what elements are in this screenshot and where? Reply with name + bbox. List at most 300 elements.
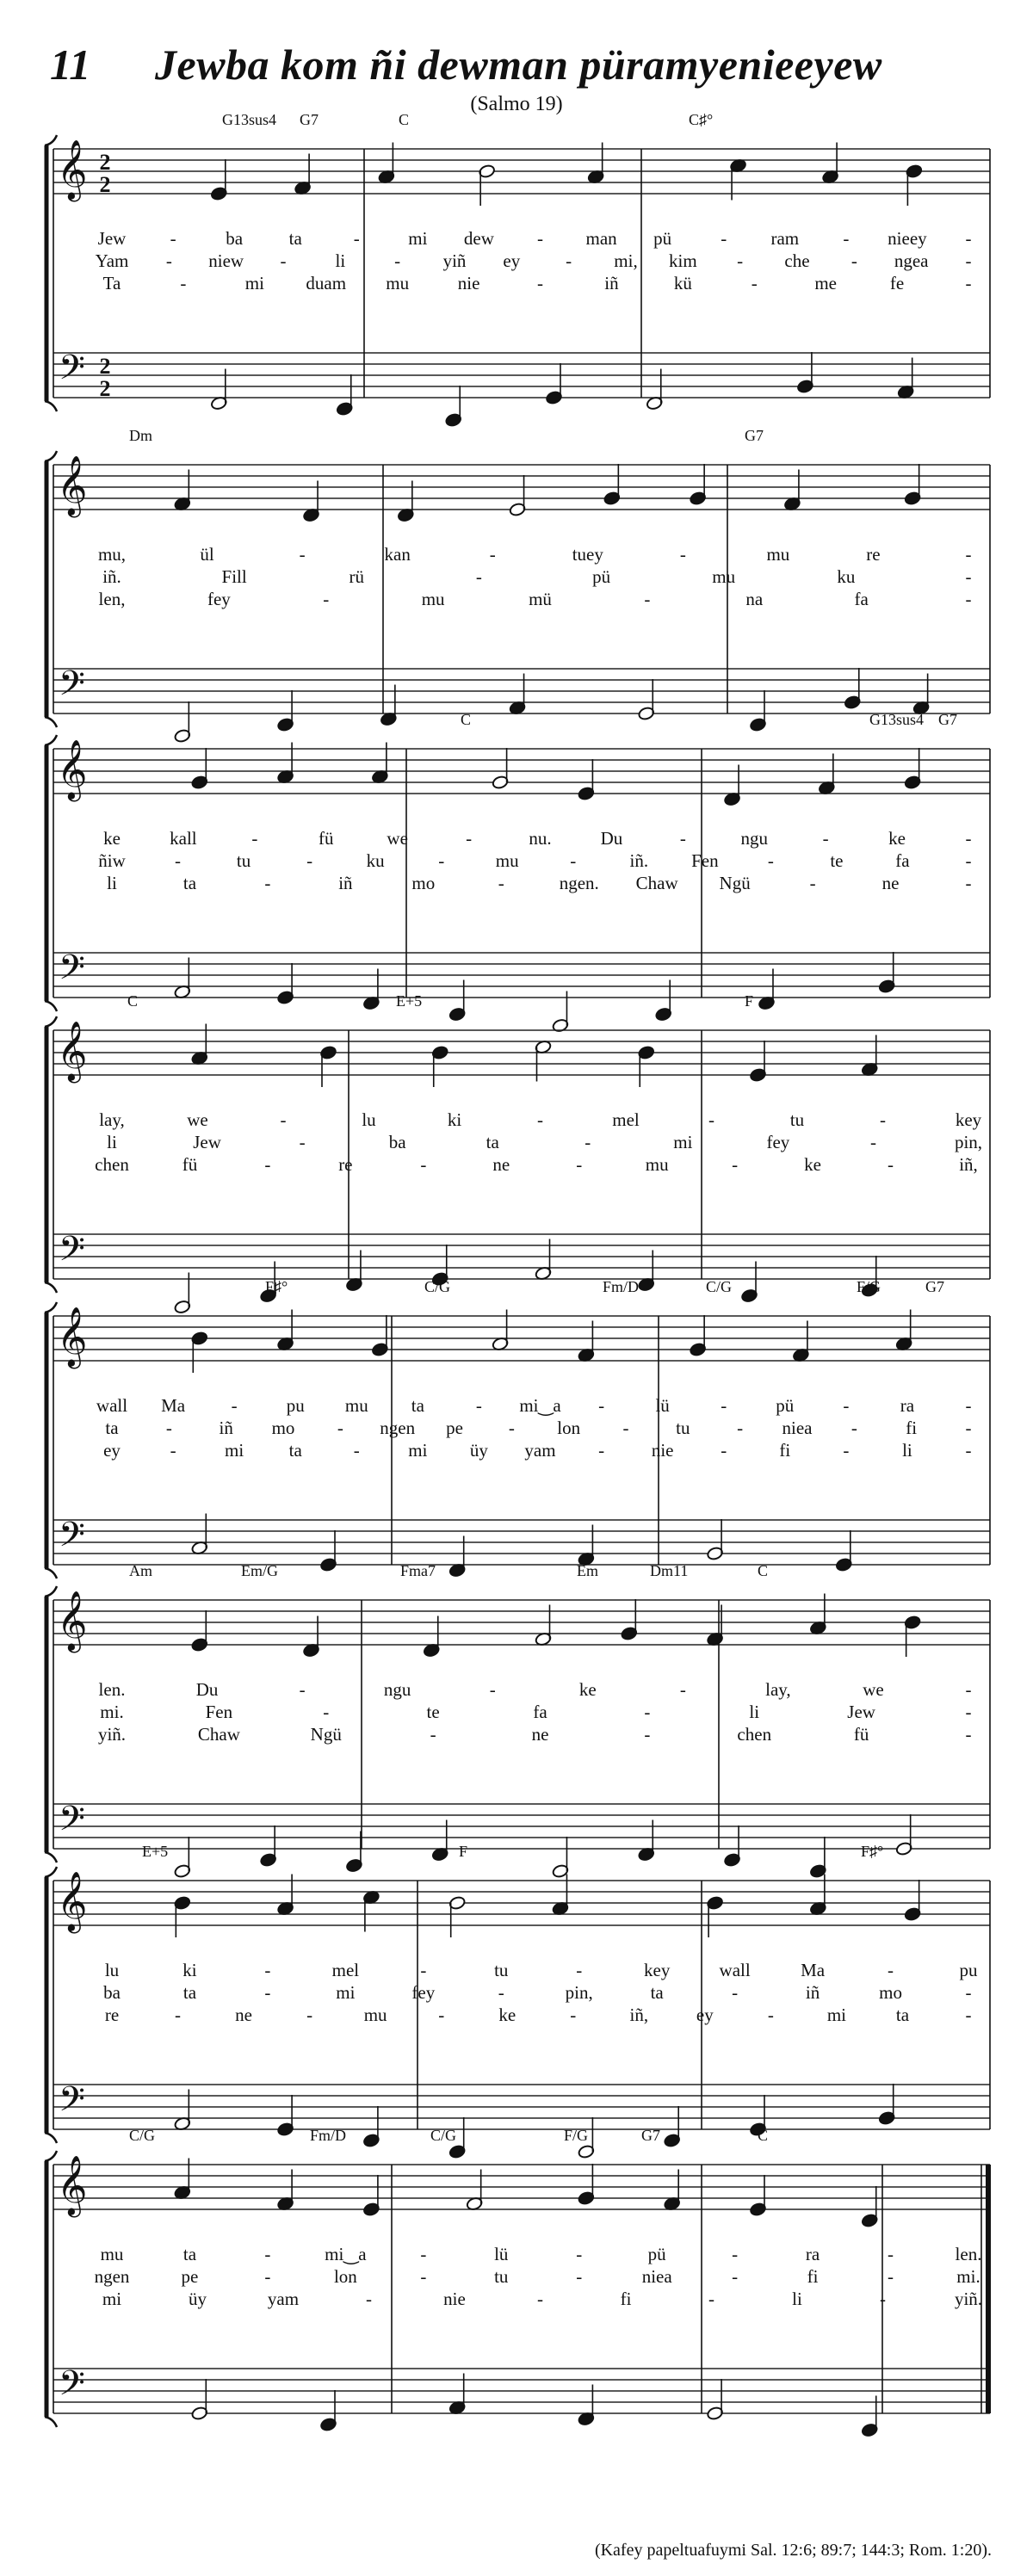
chord-symbol: F/G xyxy=(857,1278,881,1295)
note xyxy=(191,748,208,790)
lyric-syllable: lon xyxy=(333,2266,357,2287)
note xyxy=(690,464,707,506)
note xyxy=(277,2095,294,2137)
lyric-syllable: mu xyxy=(386,273,410,293)
lyric-hyphen: - xyxy=(888,2266,894,2287)
lyric-hyphen: - xyxy=(537,228,543,249)
lyric-syllable: mo xyxy=(879,1982,902,2003)
note xyxy=(174,1895,191,1937)
lyric-hyphen: - xyxy=(721,1395,727,1416)
lyric-syllable: niea xyxy=(641,2266,672,2287)
bass-clef-icon: 𝄢 xyxy=(59,2365,85,2411)
chord-symbol: G7 xyxy=(938,711,957,728)
lyric-syllable: Yam xyxy=(95,250,129,271)
lyric-syllable: mel xyxy=(612,1109,640,1130)
lyric-hyphen: - xyxy=(566,250,572,271)
lyric-hyphen: - xyxy=(851,250,857,271)
lyric-syllable: ta xyxy=(182,1982,197,2003)
lyric-hyphen: - xyxy=(880,2289,886,2309)
note xyxy=(210,159,227,201)
chord-symbol: C xyxy=(399,111,410,128)
note xyxy=(431,1045,448,1087)
lyric-syllable: fü xyxy=(853,1724,869,1745)
lyric-hyphen: - xyxy=(366,2289,372,2309)
chord-symbol: Am xyxy=(129,1562,152,1579)
lyric-syllable: ne xyxy=(881,873,900,893)
lyric-syllable: iñ, xyxy=(959,1154,978,1175)
lyric-syllable: Chaw xyxy=(197,1724,240,1745)
lyric-syllable: fey xyxy=(207,589,231,609)
lyric-syllable: nu. xyxy=(529,828,552,849)
lyric-syllable: mo xyxy=(271,1418,295,1438)
lyric-syllable: te xyxy=(830,850,844,871)
bracket-top-hook xyxy=(45,2151,57,2161)
lyric-hyphen: - xyxy=(353,1440,360,1461)
note xyxy=(809,1837,826,1879)
lyric-hyphen: - xyxy=(353,228,360,249)
lyric-verse-1 xyxy=(99,1109,981,1130)
lyric-syllable: yiñ. xyxy=(954,2289,983,2309)
lyric-syllable: Du xyxy=(600,828,623,849)
bass-staff xyxy=(53,1804,990,1849)
lyric-hyphen: - xyxy=(679,544,686,565)
lyric-hyphen: - xyxy=(175,2005,182,2025)
lyric-syllable: iñ. xyxy=(102,566,121,587)
lyric-hyphen: - xyxy=(570,2005,577,2025)
lyric-syllable: ne xyxy=(235,2005,252,2025)
lyric-hyphen: - xyxy=(420,2266,427,2287)
note xyxy=(878,2084,895,2126)
note xyxy=(603,464,621,506)
chord-symbol: G7 xyxy=(641,2127,660,2144)
lyric-verse-2 xyxy=(95,2266,980,2287)
chord-symbol: C/G xyxy=(430,2127,457,2144)
song-number: 11 xyxy=(50,40,91,89)
note xyxy=(690,1315,707,1357)
chord-symbol: F xyxy=(745,992,754,1010)
lyric-verse-2 xyxy=(100,1702,971,1722)
song-title: Jewba kom ñi dewman püramyenieeyew xyxy=(155,40,882,89)
chord-symbol: F♯° xyxy=(265,1278,288,1295)
note xyxy=(796,352,813,394)
music-system xyxy=(45,2127,990,2437)
lyric-hyphen: - xyxy=(420,2244,427,2264)
chord-symbol: C/G xyxy=(706,1278,733,1295)
chord-symbol: C xyxy=(127,992,139,1010)
lyric-hyphen: - xyxy=(732,1982,739,2003)
lyric-syllable: fü xyxy=(319,828,334,849)
lyric-syllable: yiñ xyxy=(442,250,467,271)
lyric-syllable: ta xyxy=(650,1982,664,2003)
chord-symbol: E+5 xyxy=(142,1843,169,1860)
note xyxy=(277,690,294,732)
chord-symbol: C♯° xyxy=(689,111,714,128)
lyric-syllable: mu xyxy=(363,2005,387,2025)
note xyxy=(749,690,766,732)
treble-staff xyxy=(53,1030,990,1075)
lyric-hyphen: - xyxy=(843,1395,850,1416)
lyric-hyphen: - xyxy=(508,1418,515,1438)
lyric-hyphen: - xyxy=(965,566,972,587)
chord-symbols xyxy=(142,1843,883,1860)
lyrics xyxy=(95,2244,982,2309)
lyric-hyphen: - xyxy=(644,589,651,609)
lyric-verse-3 xyxy=(103,273,972,293)
lyric-syllable: Jew xyxy=(97,228,127,249)
time-signature-bottom: 2 xyxy=(99,172,111,197)
lyric-syllable: mu xyxy=(344,1395,368,1416)
lyric-syllable: we xyxy=(387,828,408,849)
lyric-syllable: che xyxy=(784,250,810,271)
lyric-syllable: ki xyxy=(182,1960,197,1980)
lyric-hyphen: - xyxy=(965,589,972,609)
note xyxy=(835,1530,852,1572)
lyric-hyphen: - xyxy=(576,1154,583,1175)
lyric-syllable: ey xyxy=(696,2005,714,2025)
lyric-hyphen: - xyxy=(264,1154,271,1175)
lyric-syllable: fü xyxy=(182,1154,198,1175)
lyric-verse-3 xyxy=(102,2289,982,2309)
lyric-hyphen: - xyxy=(965,1395,972,1416)
lyric-syllable: tu xyxy=(789,1109,805,1130)
lyric-hyphen: - xyxy=(965,544,972,565)
lyric-hyphen: - xyxy=(299,544,306,565)
lyric-syllable: Fen xyxy=(691,850,719,871)
chord-symbol: F xyxy=(459,1843,468,1860)
lyric-hyphen: - xyxy=(965,273,972,293)
lyric-hyphen: - xyxy=(965,873,972,893)
lyric-hyphen: - xyxy=(165,250,172,271)
lyric-hyphen: - xyxy=(965,1724,972,1745)
lyric-syllable: ta xyxy=(895,2005,910,2025)
chord-symbol: G13sus4 xyxy=(869,711,925,728)
lyric-syllable: we xyxy=(187,1109,208,1130)
lyric-hyphen: - xyxy=(438,850,445,871)
lyric-hyphen: - xyxy=(306,2005,313,2025)
lyric-syllable: ñiw xyxy=(98,850,126,871)
lyric-syllable: Ma xyxy=(801,1960,826,1980)
lyric-hyphen: - xyxy=(170,228,176,249)
lyric-syllable: ngen. xyxy=(559,873,599,893)
note xyxy=(578,2164,595,2206)
lyric-syllable: mu xyxy=(421,589,445,609)
lyric-syllable: Jew xyxy=(193,1132,221,1152)
lyric-syllable: ne xyxy=(531,1724,549,1745)
lyric-verse-2 xyxy=(103,1982,971,2003)
lyric-syllable: pin, xyxy=(565,1982,593,2003)
lyric-hyphen: - xyxy=(708,1109,714,1130)
lyric-hyphen: - xyxy=(708,2289,714,2309)
lyric-hyphen: - xyxy=(264,1960,271,1980)
lyric-syllable: mu xyxy=(766,544,790,565)
lyric-syllable: ta xyxy=(105,1418,119,1438)
lyric-syllable: re xyxy=(866,544,881,565)
song-subtitle: (Salmo 19) xyxy=(470,93,563,115)
lyric-hyphen: - xyxy=(721,228,727,249)
lyric-syllable: ta xyxy=(411,1395,424,1416)
lyric-syllable: yam xyxy=(524,1440,556,1461)
lyric-syllable: fi xyxy=(779,1440,791,1461)
lyric-syllable: li xyxy=(902,1440,912,1461)
note xyxy=(578,759,595,801)
note xyxy=(621,1599,638,1641)
note xyxy=(191,1610,208,1652)
lyric-hyphen: - xyxy=(475,566,482,587)
note xyxy=(191,2379,208,2421)
lyric-syllable: re xyxy=(338,1154,353,1175)
lyric-hyphen: - xyxy=(888,2244,894,2264)
lyric-syllable: mi xyxy=(826,2005,847,2025)
lyric-syllable: re xyxy=(104,2005,120,2025)
note xyxy=(707,1895,724,1937)
chord-symbols xyxy=(129,427,764,444)
treble-staff xyxy=(53,2165,990,2209)
lyric-hyphen: - xyxy=(965,1679,972,1700)
lyric-syllable: ke xyxy=(578,1679,597,1700)
lyric-syllable: fa xyxy=(854,589,869,609)
lyric-hyphen: - xyxy=(965,250,972,271)
lyric-syllable: li xyxy=(335,250,346,271)
lyric-syllable: tu xyxy=(236,850,251,871)
chord-symbols xyxy=(265,1278,944,1295)
treble-clef-icon: 𝄞 xyxy=(57,2157,88,2214)
chord-symbol: G13sus4 xyxy=(222,111,277,128)
lyric-syllable: Chaw xyxy=(635,873,678,893)
lyric-hyphen: - xyxy=(438,2005,445,2025)
lyric-hyphen: - xyxy=(251,828,258,849)
lyric-syllable: pü xyxy=(776,1395,795,1416)
note xyxy=(174,1837,191,1879)
lyric-hyphen: - xyxy=(498,1982,504,2003)
treble-staff xyxy=(53,465,990,510)
lyric-syllable: fa xyxy=(533,1702,547,1722)
lyric-hyphen: - xyxy=(732,2244,739,2264)
lyric-verse-3 xyxy=(107,873,971,893)
note xyxy=(191,1331,208,1373)
lyric-syllable: ey xyxy=(103,1440,121,1461)
lyric-verse-3 xyxy=(105,2005,972,2025)
lyric-syllable: li xyxy=(792,2289,802,2309)
chord-symbol: C xyxy=(758,1562,769,1579)
lyric-verse-2 xyxy=(96,250,972,271)
lyric-hyphen: - xyxy=(489,1679,496,1700)
bass-clef-icon: 𝄢 xyxy=(59,349,85,395)
scripture-reference: (Kafey papeltuafuymi Sal. 12:6; 89:7; 144:3; Rom. 1:20). xyxy=(594,2541,992,2560)
lyric-syllable: fi xyxy=(906,1418,918,1438)
lyric-hyphen: - xyxy=(644,1724,651,1745)
lyric-syllable: nie xyxy=(443,2289,466,2309)
note xyxy=(174,701,191,744)
music-system xyxy=(45,1843,990,2159)
note xyxy=(362,2106,380,2148)
bracket-top-hook xyxy=(45,451,57,461)
note xyxy=(492,748,509,790)
lyric-hyphen: - xyxy=(622,1418,629,1438)
lyric-verse-3 xyxy=(95,1154,978,1175)
chord-symbol: Fm/D xyxy=(310,2127,347,2144)
bracket-bottom-hook xyxy=(45,2133,57,2143)
chord-symbol: E+5 xyxy=(396,992,423,1010)
lyric-hyphen: - xyxy=(679,1679,686,1700)
chord-symbol: Em xyxy=(577,1562,598,1579)
note xyxy=(904,1615,921,1657)
lyric-hyphen: - xyxy=(679,828,686,849)
lyric-syllable: üy xyxy=(189,2289,207,2309)
bass-staff xyxy=(53,2369,990,2413)
lyric-hyphen: - xyxy=(965,1440,972,1461)
lyric-syllable: ngu xyxy=(740,828,768,849)
chord-symbol: Em/G xyxy=(241,1562,278,1579)
lyric-syllable: pu xyxy=(286,1395,305,1416)
lyric-syllable: ba xyxy=(388,1132,406,1152)
lyric-syllable: tu xyxy=(494,1960,509,1980)
lyric-hyphen: - xyxy=(420,1154,427,1175)
lyric-hyphen: - xyxy=(180,273,187,293)
bracket-top-hook xyxy=(45,1586,57,1597)
lyric-syllable: mu xyxy=(100,2244,124,2264)
note xyxy=(707,2379,724,2421)
lyric-syllable: te xyxy=(426,1702,440,1722)
lyric-syllable: pe xyxy=(446,1418,463,1438)
lyric-syllable: ku xyxy=(366,850,385,871)
lyric-verse-2 xyxy=(105,1418,971,1438)
note xyxy=(509,475,526,517)
lyric-hyphen: - xyxy=(323,589,330,609)
note xyxy=(545,363,562,405)
lyric-syllable: niea xyxy=(782,1418,813,1438)
music-system xyxy=(45,1562,990,1879)
lyric-syllable: mi. xyxy=(100,1702,124,1722)
lyric-syllable: ra xyxy=(900,1395,915,1416)
lyric-syllable: mu xyxy=(495,850,519,871)
lyric-syllable: fey xyxy=(411,1982,436,2003)
lyric-syllable: mi xyxy=(102,2289,122,2309)
lyric-syllable: dew xyxy=(463,228,494,249)
lyric-hyphen: - xyxy=(767,850,774,871)
lyric-hyphen: - xyxy=(965,1418,972,1438)
note xyxy=(260,1825,277,1868)
lyric-syllable: yiñ. xyxy=(97,1724,127,1745)
lyric-syllable: li xyxy=(749,1702,760,1722)
treble-staff xyxy=(53,149,990,194)
lyric-syllable: ngen xyxy=(94,2266,130,2287)
lyric-syllable: ta xyxy=(288,1440,302,1461)
chord-symbol: Fma7 xyxy=(400,1562,436,1579)
music-system xyxy=(45,111,990,428)
lyric-syllable: Du xyxy=(195,1679,219,1700)
lyric-hyphen: - xyxy=(888,1960,894,1980)
lyric-hyphen: - xyxy=(475,1395,482,1416)
note xyxy=(638,679,655,721)
lyrics xyxy=(103,1960,978,2025)
lyric-syllable: pin, xyxy=(954,1132,983,1152)
lyric-verse-1 xyxy=(98,544,972,565)
lyric-syllable: ngen xyxy=(380,1418,416,1438)
bass-staff xyxy=(53,353,990,398)
note xyxy=(878,952,895,994)
bass-time-signature-top: 2 xyxy=(99,354,111,379)
lyric-syllable: Ma xyxy=(161,1395,186,1416)
lyric-syllable: iñ xyxy=(604,273,619,293)
lyric-hyphen: - xyxy=(570,850,577,871)
note xyxy=(362,2175,380,2217)
lyric-syllable: Fill xyxy=(221,566,247,587)
lyric-hyphen: - xyxy=(430,1724,436,1745)
note xyxy=(479,164,496,206)
lyric-syllable: mi‿a xyxy=(325,2244,367,2264)
note xyxy=(904,1880,921,1922)
music-system xyxy=(45,711,990,1033)
lyric-hyphen: - xyxy=(598,1395,605,1416)
lyric-syllable: tu xyxy=(494,2266,509,2287)
treble-clef-icon: 𝄞 xyxy=(57,457,88,514)
time-signature-top: 2 xyxy=(99,150,111,175)
lyric-syllable: mi xyxy=(336,1982,356,2003)
lyric-syllable: mu, xyxy=(97,544,127,565)
treble-clef-icon: 𝄞 xyxy=(57,1592,88,1649)
lyric-hyphen: - xyxy=(888,1154,894,1175)
note xyxy=(861,2186,878,2228)
lyric-syllable: niew xyxy=(208,250,244,271)
bracket-top-hook xyxy=(45,135,57,145)
lyric-hyphen: - xyxy=(732,1154,739,1175)
bass-clef-icon: 𝄢 xyxy=(59,1801,85,1846)
lyric-hyphen: - xyxy=(394,250,401,271)
bass-clef-icon: 𝄢 xyxy=(59,665,85,711)
chord-symbol: Fm/D xyxy=(603,1278,640,1295)
lyric-syllable: mu xyxy=(645,1154,669,1175)
bracket-bottom-hook xyxy=(45,1568,57,1578)
lyric-syllable: mu xyxy=(712,566,736,587)
lyrics xyxy=(98,1679,972,1745)
lyric-syllable: li xyxy=(107,1132,117,1152)
music-system xyxy=(45,427,990,744)
lyric-syllable: lay, xyxy=(99,1109,125,1130)
lyric-hyphen: - xyxy=(489,544,496,565)
bracket-bottom-hook xyxy=(45,1852,57,1863)
lyric-hyphen: - xyxy=(537,273,543,293)
lyric-syllable: Ngü xyxy=(719,873,751,893)
bracket-top-hook xyxy=(45,735,57,745)
lyric-hyphen: - xyxy=(537,2289,543,2309)
lyric-syllable: mi xyxy=(673,1132,693,1152)
treble-clef-icon: 𝄞 xyxy=(57,741,88,798)
note xyxy=(724,1825,741,1868)
lyric-hyphen: - xyxy=(843,228,850,249)
lyric-syllable: ba xyxy=(103,1982,121,2003)
lyric-syllable: ül xyxy=(200,544,214,565)
lyric-syllable: kü xyxy=(673,273,692,293)
lyric-syllable: ngu xyxy=(383,1679,411,1700)
lyric-syllable: me xyxy=(814,273,837,293)
lyric-syllable: nieey xyxy=(888,228,927,249)
lyric-hyphen: - xyxy=(737,1418,744,1438)
bracket-bottom-hook xyxy=(45,2417,57,2427)
note xyxy=(749,1041,766,1083)
bracket-bottom-hook xyxy=(45,1282,57,1293)
chord-symbol: G7 xyxy=(745,427,764,444)
note xyxy=(904,464,921,506)
lyric-syllable: Jew xyxy=(847,1702,875,1722)
lyrics xyxy=(96,228,972,293)
lyric-hyphen: - xyxy=(965,228,972,249)
lyric-hyphen: - xyxy=(576,2244,583,2264)
lyric-syllable: iñ. xyxy=(629,850,649,871)
note xyxy=(552,1837,569,1879)
lyric-verse-3 xyxy=(98,1724,972,1745)
lyric-syllable: mi xyxy=(408,1440,428,1461)
chord-symbol: F♯° xyxy=(861,1843,884,1860)
